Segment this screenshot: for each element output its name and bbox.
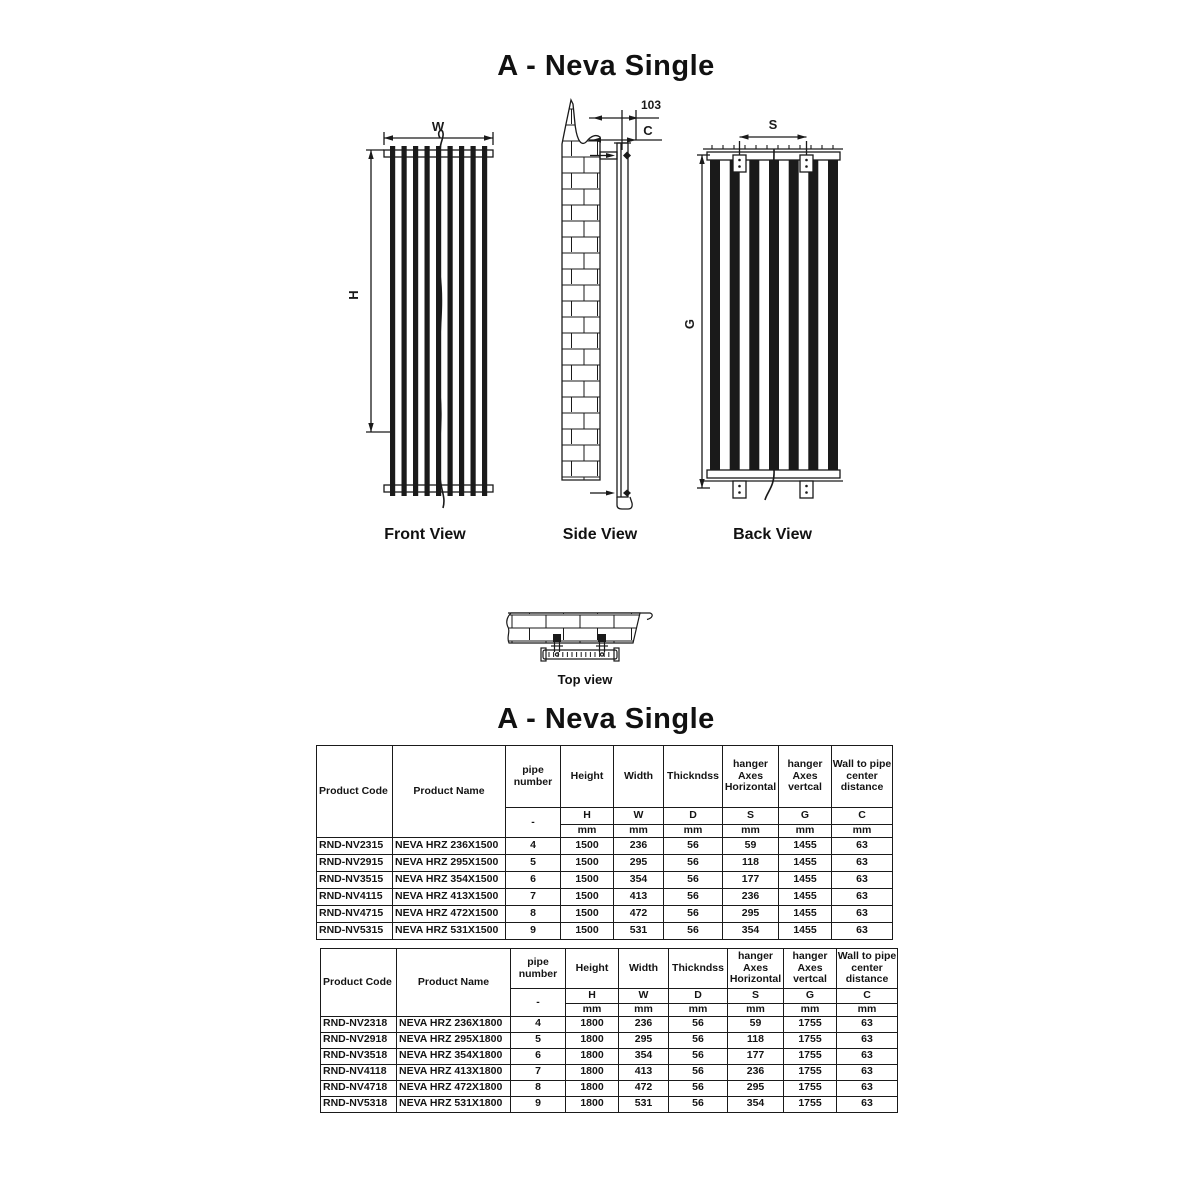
width-cell: 236 <box>619 1016 669 1032</box>
table-row <box>321 1096 898 1112</box>
pipe-number-cell: 4 <box>511 1016 566 1032</box>
pipe-number-cell: 9 <box>511 1096 566 1112</box>
hanger-horizontal-cell: 354 <box>723 922 779 939</box>
header-height: Height <box>566 949 619 989</box>
thickness-cell: 56 <box>664 888 723 905</box>
header-dash: - <box>506 808 561 838</box>
wall-distance-cell: 63 <box>832 905 893 922</box>
wall-section-top <box>507 613 652 643</box>
height-cell: 1500 <box>561 837 614 854</box>
table-row <box>321 1064 898 1080</box>
header-product-name: Product Name <box>397 949 511 1017</box>
height-cell: 1500 <box>561 888 614 905</box>
letter-h: H <box>561 808 614 825</box>
hanger-horizontal-cell: 118 <box>728 1032 784 1048</box>
table-row <box>317 922 893 939</box>
table-row <box>317 905 893 922</box>
thickness-cell: 56 <box>664 854 723 871</box>
header-width: Width <box>614 746 664 808</box>
thickness-cell: 56 <box>669 1080 728 1096</box>
width-cell: 295 <box>614 854 664 871</box>
header-hanger-horizontal: hanger Axes Horizontal <box>723 746 779 808</box>
product-name-cell: NEVA HRZ 236X1800 <box>397 1016 511 1032</box>
product-code-cell: RND-NV3515 <box>317 871 393 888</box>
thickness-cell: 56 <box>669 1064 728 1080</box>
wall-distance-cell: 63 <box>837 1096 898 1112</box>
letter-s: S <box>728 989 784 1004</box>
height-cell: 1800 <box>566 1016 619 1032</box>
width-cell: 413 <box>614 888 664 905</box>
header-pipe-number: pipe number <box>506 746 561 808</box>
thickness-cell: 56 <box>669 1048 728 1064</box>
table-section-title: A - Neva Single <box>497 703 715 735</box>
hanger-vertical-cell: 1455 <box>779 854 832 871</box>
wall-distance-cell: 63 <box>832 871 893 888</box>
product-name-cell: NEVA HRZ 472X1500 <box>393 905 506 922</box>
wall-distance-cell: 63 <box>837 1032 898 1048</box>
back-view-label: Back View <box>733 526 812 543</box>
product-code-cell: RND-NV4718 <box>321 1080 397 1096</box>
pipe-number-cell: 5 <box>506 854 561 871</box>
table-row <box>317 871 893 888</box>
hanger-vertical-cell: 1755 <box>784 1080 837 1096</box>
hanger-vertical-cell: 1755 <box>784 1016 837 1032</box>
thickness-cell: 56 <box>664 871 723 888</box>
header-thickness: Thickndss <box>664 746 723 808</box>
pipe-number-cell: 5 <box>511 1032 566 1048</box>
hanger-vertical-cell: 1755 <box>784 1064 837 1080</box>
top-view-drawing <box>495 588 675 672</box>
product-name-cell: NEVA HRZ 354X1800 <box>397 1048 511 1064</box>
spec-table-1500 <box>316 745 893 940</box>
product-code-cell: RND-NV5315 <box>317 922 393 939</box>
dim-label-s: S <box>768 117 778 132</box>
hanger-horizontal-cell: 295 <box>723 905 779 922</box>
thickness-cell: 56 <box>669 1032 728 1048</box>
table-row <box>321 1080 898 1096</box>
wall-distance-cell: 63 <box>832 922 893 939</box>
unit-cell: mm <box>566 1004 619 1017</box>
header-dash: - <box>511 989 566 1017</box>
height-cell: 1500 <box>561 854 614 871</box>
hanger-vertical-cell: 1755 <box>784 1096 837 1112</box>
product-name-cell: NEVA HRZ 531X1800 <box>397 1096 511 1112</box>
hanger-vertical-cell: 1455 <box>779 837 832 854</box>
unit-cell: mm <box>779 825 832 838</box>
side-view-label: Side View <box>562 526 638 543</box>
product-code-cell: RND-NV2318 <box>321 1016 397 1032</box>
unit-cell: mm <box>561 825 614 838</box>
letter-s: S <box>723 808 779 825</box>
header-width: Width <box>619 949 669 989</box>
front-radiator-body <box>384 130 493 508</box>
table-row <box>321 1016 898 1032</box>
product-name-cell: NEVA HRZ 354X1500 <box>393 871 506 888</box>
dim-label-g: G <box>682 318 697 330</box>
header-wall-distance: Wall to pipe center distance <box>832 746 893 808</box>
hanger-vertical-cell: 1755 <box>784 1032 837 1048</box>
width-cell: 531 <box>619 1096 669 1112</box>
dim-label-h: H <box>346 290 361 300</box>
hanger-vertical-cell: 1455 <box>779 871 832 888</box>
product-name-cell: NEVA HRZ 295X1800 <box>397 1032 511 1048</box>
letter-h: H <box>566 989 619 1004</box>
letter-w: W <box>619 989 669 1004</box>
hanger-horizontal-cell: 354 <box>728 1096 784 1112</box>
product-code-cell: RND-NV4115 <box>317 888 393 905</box>
table-row <box>317 837 893 854</box>
back-radiator-body <box>703 145 843 500</box>
pipe-number-cell: 4 <box>506 837 561 854</box>
hanger-horizontal-cell: 177 <box>728 1048 784 1064</box>
width-cell: 236 <box>614 837 664 854</box>
dim-label-103: 103 <box>640 98 662 112</box>
width-cell: 354 <box>619 1048 669 1064</box>
wall-distance-cell: 63 <box>832 837 893 854</box>
product-name-cell: NEVA HRZ 413X1800 <box>397 1064 511 1080</box>
letter-c: C <box>832 808 893 825</box>
table-row <box>317 854 893 871</box>
letter-w: W <box>614 808 664 825</box>
unit-cell: mm <box>728 1004 784 1017</box>
width-cell: 354 <box>614 871 664 888</box>
spec-table-1800 <box>320 948 898 1113</box>
hanger-horizontal-cell: 236 <box>728 1064 784 1080</box>
wall-section <box>562 100 600 480</box>
top-view-label: Top view <box>557 672 613 687</box>
thickness-cell: 56 <box>669 1016 728 1032</box>
wall-distance-cell: 63 <box>837 1016 898 1032</box>
height-cell: 1500 <box>561 905 614 922</box>
pipe-number-cell: 7 <box>506 888 561 905</box>
bottom-foot <box>617 497 632 509</box>
header-height: Height <box>561 746 614 808</box>
pipe-number-cell: 8 <box>511 1080 566 1096</box>
header-hanger-horizontal: hanger Axes Horizontal <box>728 949 784 989</box>
pipe-number-cell: 9 <box>506 922 561 939</box>
product-name-cell: NEVA HRZ 472X1800 <box>397 1080 511 1096</box>
unit-cell: mm <box>619 1004 669 1017</box>
header-thickness: Thickndss <box>669 949 728 989</box>
height-cell: 1800 <box>566 1096 619 1112</box>
letter-c: C <box>837 989 898 1004</box>
hanger-horizontal-cell: 177 <box>723 871 779 888</box>
wall-distance-cell: 63 <box>837 1048 898 1064</box>
unit-cell: mm <box>784 1004 837 1017</box>
header-product-code: Product Code <box>321 949 397 1017</box>
header-wall-distance: Wall to pipe center distance <box>837 949 898 989</box>
unit-cell: mm <box>669 1004 728 1017</box>
product-code-cell: RND-NV2915 <box>317 854 393 871</box>
product-code-cell: RND-NV5318 <box>321 1096 397 1112</box>
dim-label-c: C <box>643 123 653 138</box>
width-cell: 295 <box>619 1032 669 1048</box>
wall-distance-cell: 63 <box>837 1080 898 1096</box>
unit-cell: mm <box>723 825 779 838</box>
height-cell: 1800 <box>566 1048 619 1064</box>
wall-distance-cell: 63 <box>837 1064 898 1080</box>
letter-d: D <box>669 989 728 1004</box>
height-cell: 1800 <box>566 1032 619 1048</box>
header-product-name: Product Name <box>393 746 506 838</box>
product-code-cell: RND-NV2315 <box>317 837 393 854</box>
product-code-cell: RND-NV3518 <box>321 1048 397 1064</box>
unit-cell: mm <box>614 825 664 838</box>
header-product-code: Product Code <box>317 746 393 838</box>
table-row <box>317 888 893 905</box>
height-cell: 1500 <box>561 922 614 939</box>
hanger-horizontal-cell: 236 <box>723 888 779 905</box>
table-row <box>321 1048 898 1064</box>
product-name-cell: NEVA HRZ 413X1500 <box>393 888 506 905</box>
height-cell: 1500 <box>561 871 614 888</box>
wall-distance-cell: 63 <box>832 888 893 905</box>
unit-cell: mm <box>832 825 893 838</box>
front-view-label: Front View <box>384 526 466 543</box>
radiator-top-profile <box>541 648 619 661</box>
header-pipe-number: pipe number <box>511 949 566 989</box>
pipe-number-cell: 6 <box>506 871 561 888</box>
unit-cell: mm <box>837 1004 898 1017</box>
width-cell: 472 <box>619 1080 669 1096</box>
unit-cell: mm <box>664 825 723 838</box>
side-c-dimension <box>589 123 662 143</box>
back-view-drawing <box>682 108 853 560</box>
thickness-cell: 56 <box>669 1096 728 1112</box>
letter-g: G <box>779 808 832 825</box>
width-cell: 472 <box>614 905 664 922</box>
height-cell: 1800 <box>566 1064 619 1080</box>
width-cell: 531 <box>614 922 664 939</box>
wall-distance-cell: 63 <box>832 854 893 871</box>
pipe-number-cell: 8 <box>506 905 561 922</box>
pipe-number-cell: 6 <box>511 1048 566 1064</box>
hanger-vertical-cell: 1755 <box>784 1048 837 1064</box>
hanger-horizontal-cell: 59 <box>728 1016 784 1032</box>
thickness-cell: 56 <box>664 905 723 922</box>
product-code-cell: RND-NV2918 <box>321 1032 397 1048</box>
letter-d: D <box>664 808 723 825</box>
drawing-section-title: A - Neva Single <box>497 50 715 82</box>
product-name-cell: NEVA HRZ 236X1500 <box>393 837 506 854</box>
dim-label-w: W <box>431 119 445 134</box>
product-code-cell: RND-NV4715 <box>317 905 393 922</box>
hanger-horizontal-cell: 118 <box>723 854 779 871</box>
width-cell: 413 <box>619 1064 669 1080</box>
hanger-horizontal-cell: 59 <box>723 837 779 854</box>
product-name-cell: NEVA HRZ 295X1500 <box>393 854 506 871</box>
front-height-dimension <box>346 150 390 432</box>
height-cell: 1800 <box>566 1080 619 1096</box>
front-view-drawing <box>340 95 510 560</box>
header-hanger-vertical: hanger Axes vertcal <box>784 949 837 989</box>
hanger-vertical-cell: 1455 <box>779 922 832 939</box>
hanger-horizontal-cell: 295 <box>728 1080 784 1096</box>
pipe-number-cell: 7 <box>511 1064 566 1080</box>
hanger-vertical-cell: 1455 <box>779 888 832 905</box>
letter-g: G <box>784 989 837 1004</box>
product-code-cell: RND-NV4118 <box>321 1064 397 1080</box>
header-hanger-vertical: hanger Axes vertcal <box>779 746 832 808</box>
thickness-cell: 56 <box>664 922 723 939</box>
table-row <box>321 1032 898 1048</box>
hanger-vertical-cell: 1455 <box>779 905 832 922</box>
product-name-cell: NEVA HRZ 531X1500 <box>393 922 506 939</box>
thickness-cell: 56 <box>664 837 723 854</box>
